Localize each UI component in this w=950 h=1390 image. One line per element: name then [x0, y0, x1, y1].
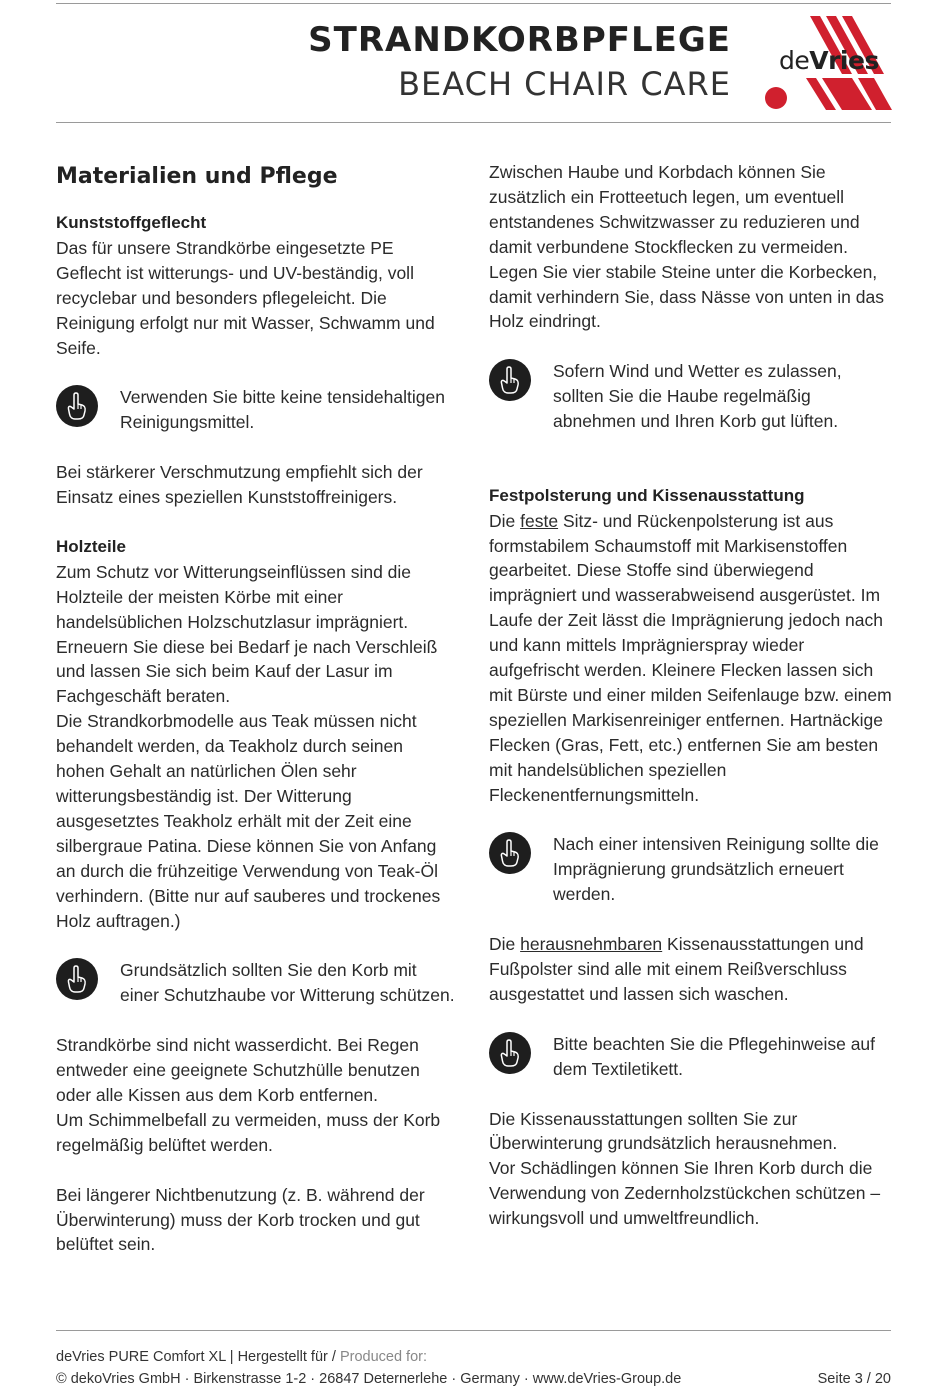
polster-underlined: feste — [520, 510, 559, 531]
winter-text-1: Die Kissenausstattungen sollten Sie zur Überwinterung grundsätzlich herausnehmen. — [489, 1108, 838, 1154]
title-block — [308, 20, 731, 106]
kissen-underlined: herausnehmbaren — [520, 934, 663, 955]
tip-text: Verwenden Sie bitte keine tensidehaltigen Reinigungsmittel. — [120, 387, 445, 433]
page-subtitle: BEACH CHAIR CARE — [398, 65, 731, 103]
polster-heading: Festpolsterung und Kissenausstattung — [489, 485, 805, 505]
kunststoff-text: Das für unsere Strandkörbe eingesetzte PE Geflecht ist witterungs- und UV-beständig, voll recyclebar und besonders pflegeleicht. Die Reinigung erfolgt nur mit Wasser, Schwamm und Seife. — [56, 237, 435, 358]
brand-wordmark — [779, 46, 879, 76]
pointing-hand-icon — [56, 958, 98, 1000]
header-rule — [56, 122, 891, 123]
tip-text: Bitte beachten Sie die Pflegehinweise auf dem Textiletikett. — [553, 1033, 876, 1079]
tip-text: Nach einer intensiven Reinigung sollte die Imprägnierung grundsätzlich erneuert werden. — [553, 834, 879, 905]
section-heading: Materialien und Pflege — [56, 164, 338, 189]
kissen-rest: Kissenausstattungen und Fußpolster sind alle mit einem Reißverschluss ausgestattet und lassen sich waschen. — [489, 934, 864, 1004]
regen-text-1: Strandkörbe sind nicht wasserdicht. Bei Regen entweder eine geeignete Schutzhülle benutzen oder alle Kissen aus dem Korb entfernen. — [56, 1035, 420, 1106]
haube-text-2: Legen Sie vier stabile Steine unter die Korbecken, damit verhindern Sie, dass Nässe von unten in das Holz eindringt. — [489, 261, 884, 332]
brand-bold: Vries — [809, 46, 879, 75]
brand-light: de — [779, 46, 810, 75]
kunststoff-text-2: Bei stärkerer Verschmutzung empfiehlt sich der Einsatz eines speziellen Kunststoffreinigers. — [56, 462, 423, 508]
holz-text-1: Zum Schutz vor Witterungseinflüssen sind die Holzteile der meisten Körbe mit einer handelsüblichen Holzschutzlasur imprägniert. Erneuern Sie diese bei Bedarf je nach Verschleiß und lassen Sie sich beim Kauf der Lasur im Fachgeschäft beraten. — [56, 561, 438, 707]
page-number: Seite 3 / 20 — [817, 1371, 891, 1387]
footer — [56, 1346, 891, 1390]
kissen-pre: Die — [489, 934, 521, 955]
top-rule — [56, 3, 891, 4]
polster-text — [489, 509, 894, 808]
regen-text-2: Um Schimmelbefall zu vermeiden, muss der Korb regelmäßig belüftet werden. — [56, 1109, 441, 1155]
tip-box — [489, 359, 894, 434]
nichtbenutzung-text: Bei längerer Nichtbenutzung (z. B. während der Überwinterung) muss der Korb trocken und gut belüftet sein. — [56, 1184, 425, 1255]
polster-pre: Die — [489, 510, 521, 531]
tip-text: Grundsätzlich sollten Sie den Korb mit einer Schutzhaube vor Witterung schützen. — [120, 960, 455, 1006]
tip-box — [56, 958, 456, 1008]
tip-text: Sofern Wind und Wetter es zulassen, sollten Sie die Haube regelmäßig abnehmen und Ihren Korb gut lüften. — [553, 361, 842, 432]
pointing-hand-icon — [56, 385, 98, 427]
tip-box — [489, 1032, 894, 1082]
kunststoff-heading: Kunststoffgeflecht — [56, 213, 207, 232]
right-column — [489, 160, 894, 1231]
page-title: STRANDKORBPFLEGE — [308, 20, 731, 60]
footer-address: © dekoVries GmbH · Birkenstrasse 1-2 · 26847 Deternerlehe · Germany · www.deVries-Group.de — [56, 1371, 682, 1387]
haube-text-1: Zwischen Haube und Korbdach können Sie zusätzlich ein Frotteetuch legen, um eventuell entstandenes Schwitzwasser zu reduzieren und damit verbundene Stockflecken zu vermeiden. — [489, 162, 860, 257]
tip-box — [489, 832, 894, 907]
winter-text-2: Vor Schädlingen können Sie Ihren Korb durch die Verwendung von Zedernholzstückchen schützen – wirkungsvoll und umweltfreundlich. — [489, 1158, 881, 1229]
footer-product: deVries PURE Comfort XL | Hergestellt für / — [56, 1349, 340, 1365]
footer-product-line — [56, 1346, 891, 1368]
polster-rest: Sitz- und Rückenpolsterung ist aus formstabilem Schaumstoff mit Markisenstoffen gearbeitet. Diese Stoffe sind überwiegend imprägniert und wasserabweisend ausgerüstet. Im Laufe der Zeit lässt die Imprägnierung jedoch nach und kann mittels Imprägnierspray wieder aufgefrischt werden. Kleinere Flecken lassen sich mit Bürste und einer milden Seifenlauge bzw. einem speziellen Markisenreiniger entfernen. Hartnäckige Flecken (Gras, Fett, etc.) entfernen Sie am besten mit handelsüblichen speziellen Fleckenentfernungsmitteln. — [489, 510, 892, 805]
tip-box — [56, 385, 456, 435]
left-column — [56, 160, 456, 1257]
holz-heading: Holzteile — [56, 536, 126, 556]
pointing-hand-icon — [489, 832, 531, 874]
footer-rule — [56, 1330, 891, 1331]
holz-text-2: Die Strandkorbmodelle aus Teak müssen nicht behandelt werden, da Teakholz durch seinen hohen Gehalt an natürlichen Ölen sehr witterungsbeständig ist. Der Witterung ausgesetztes Teakholz erhält mit der Zeit eine silbergraue Patina. Diese können Sie von Anfang an durch die frühzeitige Verwendung von Teak-Öl verhindern. (Bitte nur auf sauberes und trockenes Holz auftragen.) — [56, 711, 441, 931]
footer-produced-for: Produced for: — [339, 1349, 427, 1365]
kissen-text — [489, 932, 894, 1007]
pointing-hand-icon — [489, 1032, 531, 1074]
pointing-hand-icon — [489, 359, 531, 401]
